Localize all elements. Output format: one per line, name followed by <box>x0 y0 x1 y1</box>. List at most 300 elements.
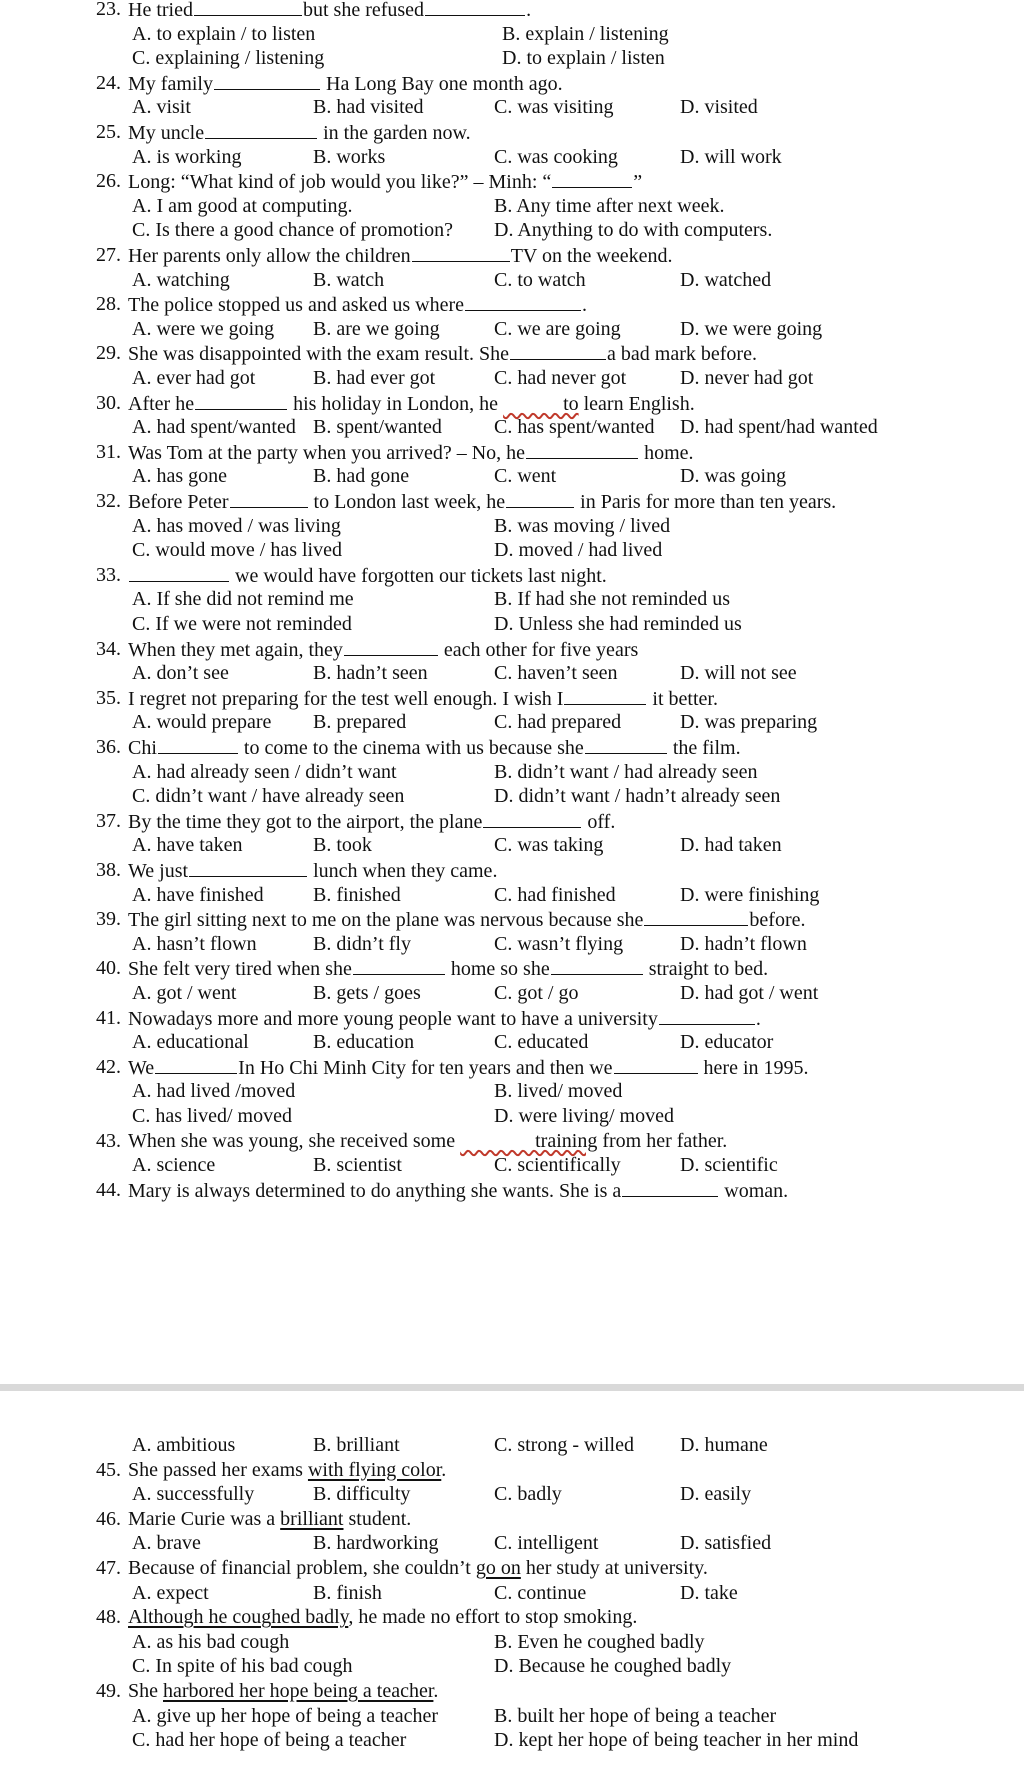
option-b: B. was moving / lived <box>494 514 671 537</box>
stem-text: her study at university. <box>520 1557 708 1579</box>
underlined-phrase: go on <box>475 1557 521 1579</box>
option-a: A. expect <box>132 1581 209 1604</box>
stem-text: My family <box>128 72 213 95</box>
question-number: 40. <box>96 957 121 980</box>
question-stem-line <box>0 71 1024 95</box>
answer-blank <box>155 1055 237 1074</box>
option-a: A. were we going <box>132 317 275 340</box>
answer-blank <box>158 735 238 754</box>
question-number: 35. <box>96 686 121 709</box>
option-d: D. was preparing <box>680 711 818 734</box>
stem-text: He tried <box>128 0 193 21</box>
option-c: C. had prepared <box>494 711 622 734</box>
option-b: B. had visited <box>313 96 424 119</box>
answer-blank <box>614 1055 698 1074</box>
stem-text: to London last week, he <box>308 491 506 513</box>
option-b: B. had ever got <box>313 367 436 389</box>
answer-blank <box>230 489 308 508</box>
page-divider <box>0 1384 1024 1391</box>
question-stem <box>128 120 471 145</box>
question-number: 29. <box>96 342 121 365</box>
question-stem-line <box>0 1178 1024 1202</box>
option-d: D. didn’t want / hadn’t already seen <box>494 785 781 808</box>
option-b: B. didn’t fly <box>313 932 411 955</box>
question-number: 23. <box>96 0 121 20</box>
question-stem-line <box>0 489 1024 513</box>
options-line <box>0 760 1024 784</box>
option-a: A. educational <box>132 1031 249 1054</box>
answer-blank <box>551 956 643 975</box>
question-stem <box>128 440 694 465</box>
question-stem-line <box>0 440 1024 464</box>
question-stem <box>128 907 806 932</box>
answer-blank <box>344 637 438 656</box>
question-stem <box>128 1507 411 1531</box>
option-a: A. visit <box>132 96 191 119</box>
stem-text: By the time they got to the airport, the plane <box>128 810 483 833</box>
option-a: A. would prepare <box>132 711 272 734</box>
stem-text: ” <box>633 171 643 194</box>
option-b: B. Even he coughed badly <box>494 1630 705 1653</box>
stem-text: but she refused <box>302 0 425 21</box>
option-d: D. had got / went <box>680 982 819 1004</box>
answer-blank <box>205 120 317 139</box>
question-stem-line <box>0 391 1024 415</box>
option-c: C. got / go <box>494 982 579 1004</box>
question-stem-line <box>0 1006 1024 1030</box>
option-a: A. science <box>132 1154 216 1177</box>
option-d: D. never had got <box>680 367 814 389</box>
option-b: B. didn’t want / had already seen <box>494 760 758 783</box>
option-c: C. would move / has lived <box>132 539 342 562</box>
stem-text: a bad mark before. <box>607 343 757 366</box>
question-stem <box>128 1556 708 1580</box>
option-b: B. finish <box>313 1581 382 1604</box>
question-stem-line <box>0 1507 1024 1531</box>
stem-text: Chi <box>128 737 157 759</box>
question-number: 24. <box>96 71 121 94</box>
options-line <box>0 268 1024 292</box>
option-c: C. badly <box>494 1483 562 1506</box>
answer-blank <box>659 1006 755 1025</box>
underlined-phrase: with flying color <box>307 1458 442 1481</box>
option-c: C. haven’t seen <box>494 662 618 685</box>
question-stem <box>128 71 563 96</box>
options-line <box>0 95 1024 119</box>
answer-blank <box>564 686 646 705</box>
options-line <box>0 1482 1024 1506</box>
option-a: A. had lived /moved <box>132 1080 296 1103</box>
option-c: C. strong - willed <box>494 1434 634 1456</box>
question-number: 45. <box>96 1458 121 1481</box>
answer-blank <box>412 243 510 262</box>
stem-text: . <box>582 294 588 317</box>
option-d: D. watched <box>680 268 772 291</box>
option-d: D. take <box>680 1581 738 1604</box>
option-a: A. successfully <box>132 1483 255 1506</box>
question-stem <box>128 956 768 981</box>
question-number: 31. <box>96 440 121 463</box>
option-c: C. was visiting <box>494 96 614 119</box>
question-stem <box>128 1055 809 1080</box>
options-line <box>0 1630 1024 1654</box>
stem-text: She was disappointed with the exam result. She <box>128 343 510 366</box>
option-d: D. hadn’t flown <box>680 932 807 955</box>
options-line <box>0 145 1024 169</box>
stem-text: After he <box>128 392 195 415</box>
question-stem-line <box>0 809 1024 833</box>
answer-blank <box>585 735 667 754</box>
question-number: 27. <box>96 244 121 266</box>
answer-blank <box>506 489 574 508</box>
question-stem <box>128 1129 727 1153</box>
options-line <box>0 366 1024 390</box>
option-b: B. spent/wanted <box>313 416 442 439</box>
question-stem-line <box>0 1458 1024 1482</box>
question-stem-line <box>0 858 1024 882</box>
question-number: 30. <box>96 391 121 414</box>
question-stem <box>128 391 695 416</box>
option-c: C. was cooking <box>494 145 618 168</box>
option-a: A. don’t see <box>132 662 229 685</box>
stem-text: We just <box>128 860 189 882</box>
question-stem-line <box>0 341 1024 365</box>
stem-text: home so she <box>445 958 550 981</box>
option-b: B. hardworking <box>313 1532 439 1555</box>
stem-text: the film. <box>667 737 741 759</box>
option-b: B. explain / listening <box>502 22 669 45</box>
stem-text: his holiday in London, he <box>288 392 504 415</box>
question-stem-line <box>0 243 1024 267</box>
option-b: B. scientist <box>313 1154 402 1177</box>
option-b: B. If had she not reminded us <box>494 588 731 611</box>
stem-text: Mary is always determined to do anything she wants. She is a <box>128 1179 622 1202</box>
option-d: D. humane <box>680 1434 768 1456</box>
options-line <box>0 833 1024 857</box>
option-a: A. have taken <box>132 834 243 857</box>
option-a: A. hasn’t flown <box>132 932 257 955</box>
stem-text: . <box>526 0 532 21</box>
options-line <box>0 194 1024 218</box>
question-stem <box>128 809 615 834</box>
option-c: C. we are going <box>494 317 621 340</box>
answer-blank <box>425 0 525 16</box>
options-line <box>0 981 1024 1005</box>
answer-blank <box>552 169 632 188</box>
question-number: 25. <box>96 121 121 143</box>
options-line <box>0 1728 1024 1752</box>
answer-blank <box>189 858 307 877</box>
options-line <box>0 22 1024 46</box>
question-stem <box>128 735 741 760</box>
option-c: C. didn’t want / have already seen <box>132 785 405 808</box>
question-stem <box>128 686 718 711</box>
question-number: 26. <box>96 170 121 193</box>
question-stem-line <box>0 637 1024 661</box>
answer-blank <box>195 391 287 410</box>
answer-blank <box>353 956 445 975</box>
options-line <box>0 1030 1024 1054</box>
option-a: A. I am good at computing. <box>132 194 353 217</box>
options-line <box>0 1654 1024 1678</box>
question-stem-line <box>0 1556 1024 1580</box>
options-line <box>0 1704 1024 1728</box>
stem-text: . <box>433 1680 439 1702</box>
question-number: 39. <box>96 908 121 931</box>
option-c: C. had finished <box>494 883 616 906</box>
option-c: C. Is there a good chance of promotion? <box>132 219 454 242</box>
question-stem-line <box>0 169 1024 193</box>
stem-text: Long: “What kind of job would you like?” – Minh: “ <box>128 171 552 194</box>
option-c: C. In spite of his bad cough <box>132 1655 353 1678</box>
answer-blank <box>214 71 320 90</box>
answer-blank <box>622 1178 718 1197</box>
options-line <box>0 784 1024 808</box>
question-number: 32. <box>96 490 121 512</box>
question-stem-line <box>0 1679 1024 1703</box>
question-number: 36. <box>96 736 121 758</box>
stem-text: Was Tom at the party when you arrived? – No, he <box>128 441 526 464</box>
options-line <box>0 883 1024 907</box>
answer-blank <box>526 440 638 459</box>
option-b: B. are we going <box>313 317 440 340</box>
option-a: A. have finished <box>132 883 264 906</box>
option-a: A. brave <box>132 1532 201 1555</box>
question-number: 43. <box>96 1129 121 1152</box>
option-a: A. had spent/wanted <box>132 416 296 439</box>
option-b: B. gets / goes <box>313 982 421 1004</box>
stem-text: TV on the weekend. <box>510 245 673 267</box>
option-c: C. went <box>494 465 557 488</box>
option-d: D. educator <box>680 1031 774 1054</box>
options-line <box>0 1104 1024 1128</box>
answer-blank <box>194 0 302 16</box>
option-a: A. watching <box>132 268 230 291</box>
stem-text: off. <box>582 810 616 833</box>
question-stem-line <box>0 0 1024 21</box>
stem-text: We <box>128 1056 155 1079</box>
option-d: D. moved / had lived <box>494 539 663 562</box>
options-line <box>0 612 1024 636</box>
option-a: A. to explain / to listen <box>132 22 316 45</box>
stem-text: it better. <box>647 687 718 710</box>
option-c: C. scientifically <box>494 1154 621 1177</box>
option-a: A. ambitious <box>132 1434 236 1456</box>
option-b: B. difficulty <box>313 1483 411 1506</box>
question-stem <box>128 1458 446 1482</box>
option-b: B. hadn’t seen <box>313 662 428 685</box>
option-a: A. give up her hope of being a teacher <box>132 1704 438 1727</box>
question-stem <box>128 341 757 366</box>
options-line <box>0 1153 1024 1177</box>
stem-text: to come to the cinema with us because she <box>238 737 584 759</box>
stem-text: in Paris for more than ten years. <box>575 491 837 513</box>
underlined-phrase: harbored her hope being a teacher <box>163 1680 434 1702</box>
option-c: C. has lived/ moved <box>132 1105 292 1127</box>
question-stem-line <box>0 120 1024 144</box>
option-c: C. educated <box>494 1031 589 1054</box>
option-b: B. Any time after next week. <box>494 194 725 217</box>
question-stem <box>128 1006 761 1031</box>
stem-text: lunch when they came. <box>308 860 498 882</box>
option-a: A. had already seen / didn’t want <box>132 760 397 783</box>
question-stem-line <box>0 735 1024 759</box>
question-number: 41. <box>96 1006 121 1029</box>
stem-text: learn English. <box>578 392 695 415</box>
option-a: A. If she did not remind me <box>132 588 354 611</box>
question-stem <box>128 563 607 588</box>
stem-text: in the garden now. <box>318 122 471 144</box>
option-b: B. brilliant <box>313 1434 400 1456</box>
option-d: D. to explain / listen <box>502 47 665 70</box>
options-line <box>0 415 1024 439</box>
stem-text: from her father. <box>597 1129 728 1152</box>
option-c: C. continue <box>494 1581 587 1604</box>
option-a: A. ever had got <box>132 367 256 389</box>
stem-text: we would have forgotten our tickets last night. <box>230 564 607 587</box>
answer-blank <box>483 809 581 828</box>
option-b: B. built her hope of being a teacher <box>494 1704 777 1727</box>
option-d: D. Unless she had reminded us <box>494 613 742 635</box>
option-d: D. will not see <box>680 662 797 685</box>
stem-text: each other for five years <box>438 638 639 661</box>
question-stem <box>128 292 587 317</box>
option-d: D. easily <box>680 1483 752 1506</box>
options-line <box>0 587 1024 611</box>
stem-text: , he made no effort to stop smoking. <box>348 1606 638 1629</box>
options-line <box>0 932 1024 956</box>
option-a: A. has gone <box>132 465 227 488</box>
stem-text: Nowadays more and more young people want to have a university <box>128 1007 658 1030</box>
question-number: 47. <box>96 1557 121 1579</box>
option-d: D. we were going <box>680 317 823 340</box>
question-number: 44. <box>96 1178 121 1201</box>
stem-text: woman. <box>719 1179 789 1202</box>
option-b: B. prepared <box>313 711 407 734</box>
stem-text: Ha Long Bay one month ago. <box>321 72 563 95</box>
question-stem <box>128 0 531 22</box>
option-b: B. finished <box>313 883 401 906</box>
options-line <box>0 218 1024 242</box>
option-d: D. had taken <box>680 834 782 857</box>
question-stem <box>128 489 836 514</box>
stem-text: She passed her exams <box>128 1458 308 1481</box>
question-stem <box>128 1605 637 1629</box>
question-number: 48. <box>96 1606 121 1629</box>
options-line <box>0 514 1024 538</box>
stem-text: The girl sitting next to me on the plane was nervous because she <box>128 909 644 932</box>
spellcheck-underlined-text: to <box>503 392 579 415</box>
option-c: C. had her hope of being a teacher <box>132 1729 407 1752</box>
stem-text: When she was young, she received some <box>128 1129 461 1152</box>
option-a: A. has moved / was living <box>132 514 341 537</box>
option-b: B. watch <box>313 268 385 291</box>
option-d: D. satisfied <box>680 1532 772 1555</box>
question-number: 38. <box>96 859 121 881</box>
stem-text: home. <box>639 441 694 464</box>
question-number: 28. <box>96 293 121 316</box>
question-number: 37. <box>96 809 121 832</box>
stem-text: She felt very tired when she <box>128 958 352 981</box>
spellcheck-underlined-text: training <box>460 1129 598 1152</box>
stem-text: Before Peter <box>128 491 229 513</box>
options-line <box>0 317 1024 341</box>
stem-text: Because of financial problem, she couldn’t <box>128 1557 476 1579</box>
option-b: B. had gone <box>313 465 410 488</box>
underlined-phrase: Although he coughed badly <box>128 1606 349 1629</box>
answer-blank <box>510 341 606 360</box>
option-d: D. had spent/had wanted <box>680 416 878 439</box>
option-b: B. education <box>313 1031 415 1054</box>
question-stem-line <box>0 1605 1024 1629</box>
option-d: D. kept her hope of being teacher in her mind <box>494 1729 859 1752</box>
question-stem-line <box>0 292 1024 316</box>
option-c: C. wasn’t flying <box>494 932 624 955</box>
stem-text: before. <box>749 909 806 932</box>
stem-text: here in 1995. <box>698 1056 809 1079</box>
question-number: 49. <box>96 1680 121 1702</box>
options-line <box>0 538 1024 562</box>
answer-blank <box>129 563 229 582</box>
option-d: D. scientific <box>680 1154 778 1177</box>
stem-text: In Ho Chi Minh City for ten years and then we <box>238 1056 613 1079</box>
option-b: B. works <box>313 145 386 168</box>
option-c: C. If we were not reminded <box>132 613 352 635</box>
options-line <box>0 661 1024 685</box>
question-stem <box>128 1178 788 1203</box>
options-line <box>0 1079 1024 1103</box>
stem-text: student. <box>343 1507 412 1530</box>
question-stem-line <box>0 1129 1024 1153</box>
stem-text: straight to bed. <box>643 958 769 981</box>
stem-text: . <box>755 1007 761 1030</box>
option-d: D. were finishing <box>680 883 820 906</box>
question-number: 33. <box>96 563 121 586</box>
options-line <box>0 1531 1024 1555</box>
stem-text: I regret not preparing for the test well enough. I wish I <box>128 687 564 710</box>
question-stem-line <box>0 686 1024 710</box>
option-b: B. took <box>313 834 372 857</box>
option-b: B. lived/ moved <box>494 1080 623 1103</box>
question-stem <box>128 637 638 662</box>
stem-text: Her parents only allow the children <box>128 245 411 267</box>
question-number: 42. <box>96 1055 121 1078</box>
option-c: C. to watch <box>494 268 586 291</box>
question-stem <box>128 858 497 883</box>
question-stem <box>128 1679 438 1703</box>
options-line <box>0 46 1024 70</box>
option-d: D. visited <box>680 96 758 119</box>
option-a: A. got / went <box>132 982 237 1004</box>
question-number: 34. <box>96 637 121 660</box>
option-d: D. were living/ moved <box>494 1105 674 1127</box>
option-c: C. explaining / listening <box>132 47 325 70</box>
option-c: C. intelligent <box>494 1532 599 1555</box>
question-stem <box>128 169 642 194</box>
option-c: C. has spent/wanted <box>494 416 655 439</box>
option-a: A. as his bad cough <box>132 1630 290 1653</box>
option-d: D. Because he coughed badly <box>494 1655 732 1678</box>
question-stem-line <box>0 563 1024 587</box>
options-line <box>0 1581 1024 1605</box>
underlined-phrase: brilliant <box>280 1507 344 1530</box>
stem-text: She <box>128 1680 163 1702</box>
answer-blank <box>465 292 581 311</box>
stem-text: My uncle <box>128 122 205 144</box>
option-d: D. was going <box>680 465 787 488</box>
options-line <box>0 464 1024 488</box>
stem-text: Marie Curie was a <box>128 1507 281 1530</box>
